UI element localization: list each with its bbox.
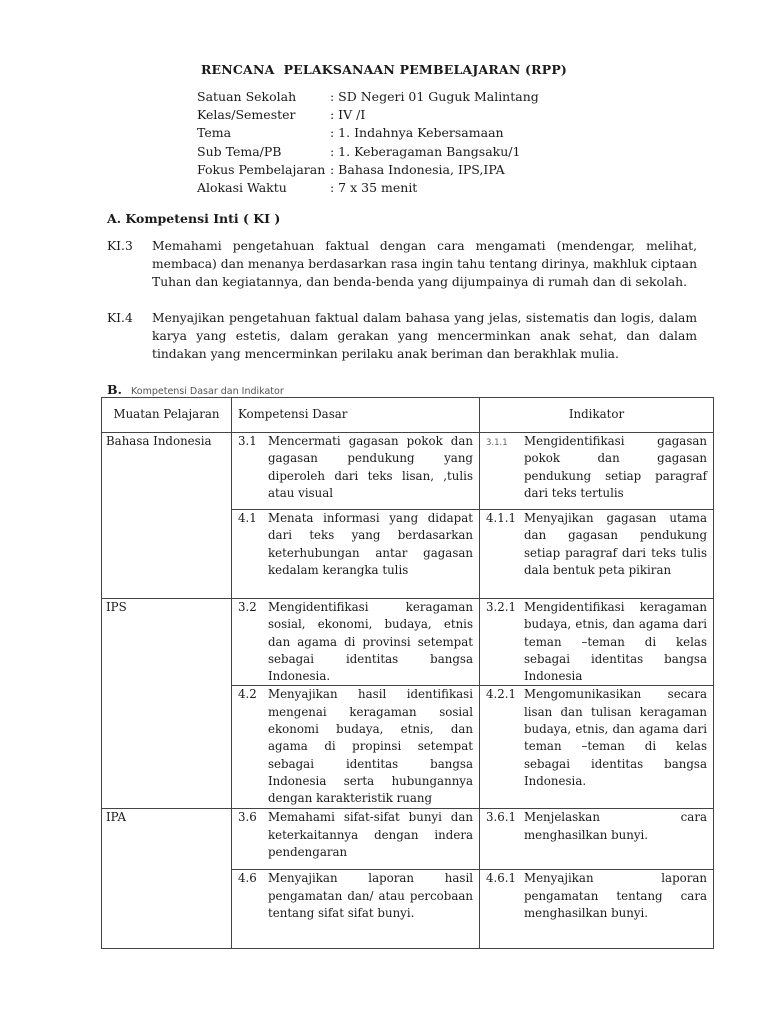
meta-row-school xyxy=(197,88,539,106)
meta-row-theme xyxy=(197,124,539,142)
competency-table xyxy=(101,397,714,949)
kd-text: Mencermati gagasan pokok dan gagasan pendukung yang diperoleh dari teks lisan, ,tulis atau visual xyxy=(268,434,473,500)
header-kd: Kompetensi Dasar xyxy=(232,398,480,433)
indicator-cell xyxy=(480,510,714,599)
identity-block xyxy=(197,88,539,197)
indicator-text: Mengidentifikasi keragaman budaya, etnis, dan agama dari teman –teman di kelas sebagai identitas bangsa Indonesia xyxy=(524,600,707,684)
meta-value: : 7 x 35 menit xyxy=(330,180,418,196)
kd-code: 3.2 xyxy=(238,600,257,614)
indicator-code: 3.6.1 xyxy=(486,810,517,825)
table-header-row xyxy=(102,398,714,433)
indicator-text: Menyajikan gagasan utama dan gagasan pendukung setiap paragraf dari teks tulis dala bentuk peta pikiran xyxy=(524,511,707,577)
table-row xyxy=(102,433,714,510)
meta-label: Satuan Sekolah xyxy=(197,89,297,104)
kd-cell xyxy=(232,599,480,686)
ki-item xyxy=(107,309,697,364)
meta-label: Sub Tema/PB xyxy=(197,143,282,159)
section-heading-a: A. Kompetensi Inti ( KI ) xyxy=(107,211,281,226)
indicator-cell xyxy=(480,809,714,870)
meta-value: : 1. Indahnya Kebersamaan xyxy=(330,125,504,141)
indicator-code: 4.1.1 xyxy=(486,511,517,525)
kd-cell xyxy=(232,809,480,870)
indicator-cell xyxy=(480,433,714,510)
ki-item xyxy=(107,237,697,292)
meta-row-class xyxy=(197,106,539,124)
indicator-cell xyxy=(480,599,714,686)
indicator-text: Menjelaskan cara menghasilkan bunyi. xyxy=(524,810,707,842)
indicator-text: Mengidentifikasi gagasan pokok dan gagasan pendukung setiap paragraf dari teks tertulis xyxy=(524,434,707,500)
meta-label: Tema xyxy=(197,125,232,141)
section-heading-b xyxy=(107,379,284,398)
document-title: RENCANA PELAKSANAAN PEMBELAJARAN (RPP) xyxy=(200,62,568,77)
meta-row-subtheme xyxy=(197,143,539,161)
kd-code: 3.6 xyxy=(238,810,257,825)
kd-cell xyxy=(232,686,480,809)
header-indicator: Indikator xyxy=(480,398,714,433)
indicator-code: 3.2.1 xyxy=(486,600,517,614)
meta-value: : SD Negeri 01 Guguk Malintang xyxy=(330,89,539,104)
section-letter: B. xyxy=(107,382,122,397)
ki-label: KI.3 xyxy=(107,239,133,253)
kd-code: 4.2 xyxy=(238,687,257,702)
ki-text: Menyajikan pengetahuan faktual dalam bahasa yang jelas, sistematis dan logis, dalam karya yang estetis, dalam gerakan yang mencerminkan anak sehat, dan dalam tindakan yang mencerminkan perilaku anak beriman dan berakhlak mulia. xyxy=(152,311,697,362)
kd-text: Menyajikan laporan hasil pengamatan dan/ atau percobaan tentang sifat sifat bunyi. xyxy=(268,871,473,921)
kd-text: Mengidentifikasi keragaman sosial, ekonomi, budaya, etnis dan agama di provinsi setempat sebagai identitas bangsa Indonesia. xyxy=(268,600,473,684)
kd-code: 3.1 xyxy=(238,434,257,448)
meta-value: : Bahasa Indonesia, IPS,IPA xyxy=(330,161,505,177)
meta-row-time xyxy=(197,179,539,197)
subject-cell: IPS xyxy=(102,599,232,809)
meta-value: : 1. Keberagaman Bangsaku/1 xyxy=(330,143,521,159)
indicator-text: Mengomunikasikan secara lisan dan tulisan keragaman budaya, etnis, dan agama dari teman –teman di kelas sebagai identitas bangsa Indonesia. xyxy=(524,687,707,788)
kd-text: Memahami sifat-sifat bunyi dan keterkaitannya dengan indera pendengaran xyxy=(268,810,473,860)
indicator-code: 4.2.1 xyxy=(486,687,517,702)
kd-cell xyxy=(232,510,480,599)
kd-text: Menata informasi yang didapat dari teks yang berdasarkan keterhubungan antar gagasan kedalam kerangka tulis xyxy=(268,511,473,577)
subject-cell: IPA xyxy=(102,809,232,949)
kd-text: Menyajikan hasil identifikasi mengenai keragaman sosial ekonomi budaya, etnis, dan agama di propinsi setempat sebagai identitas bangsa Indonesia serta hubungannya dengan karakteristik ruang xyxy=(268,687,473,806)
indicator-code: 3.1.1 xyxy=(486,438,508,448)
kd-cell xyxy=(232,433,480,510)
meta-label: Alokasi Waktu xyxy=(197,180,287,196)
kd-code: 4.6 xyxy=(238,871,257,886)
kd-code: 4.1 xyxy=(238,511,257,525)
indicator-cell xyxy=(480,686,714,809)
meta-label: Kelas/Semester xyxy=(197,107,296,123)
section-label: Kompetensi Dasar dan Indikator xyxy=(131,386,284,397)
meta-row-focus xyxy=(197,161,539,179)
indicator-cell xyxy=(480,870,714,949)
subject-cell: Bahasa Indonesia xyxy=(102,433,232,599)
meta-value: : IV /I xyxy=(330,107,366,123)
indicator-text: Menyajikan laporan pengamatan tentang cara menghasilkan bunyi. xyxy=(524,871,707,921)
header-subject: Muatan Pelajaran xyxy=(102,398,232,433)
ki-text: Memahami pengetahuan faktual dengan cara mengamati (mendengar, melihat, membaca) dan menanya berdasarkan rasa ingin tahu tentang dirinya, makhluk ciptaan Tuhan dan kegiatannya, dan benda-benda yang dijumpainya di rumah dan di sekolah. xyxy=(152,239,697,290)
ki-label: KI.4 xyxy=(107,311,133,325)
meta-label: Fokus Pembelajaran xyxy=(197,161,326,177)
indicator-code: 4.6.1 xyxy=(486,871,517,886)
table-row xyxy=(102,599,714,686)
table-row xyxy=(102,809,714,870)
kd-cell xyxy=(232,870,480,949)
